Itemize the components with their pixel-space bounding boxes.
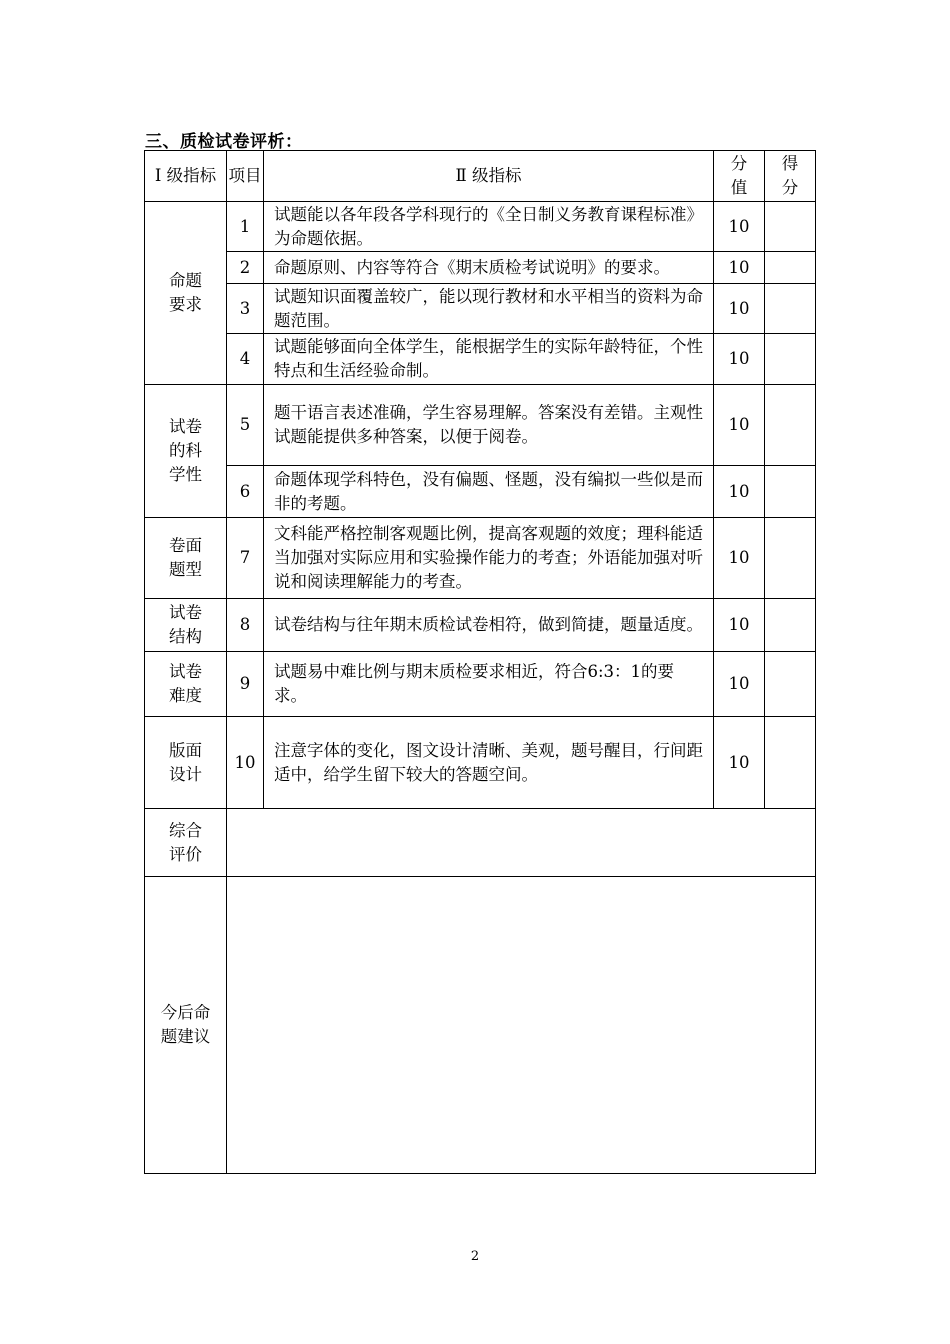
criterion-text: 注意字体的变化，图文设计清晰、美观，题号醒目，行间距适中，给学生留下较大的答题空间。 xyxy=(264,717,714,809)
table-row xyxy=(145,334,816,385)
evaluation-table xyxy=(144,150,816,1174)
item-number: 6 xyxy=(227,466,264,518)
earned-cell[interactable] xyxy=(765,599,816,652)
score-value: 10 xyxy=(714,466,765,518)
criterion-text: 文科能严格控制客观题比例，提高客观题的效度；理科能适当加强对实际应用和实验操作能力的考查；外语能加强对听说和阅读理解能力的考查。 xyxy=(264,518,714,599)
table-row xyxy=(145,717,816,809)
item-number: 9 xyxy=(227,652,264,717)
earned-cell[interactable] xyxy=(765,652,816,717)
criterion-text: 试题知识面覆盖较广，能以现行教材和水平相当的资料为命题范围。 xyxy=(264,284,714,334)
score-value: 10 xyxy=(714,599,765,652)
score-value: 10 xyxy=(714,334,765,385)
item-number: 2 xyxy=(227,252,264,284)
score-value: 10 xyxy=(714,717,765,809)
table-row xyxy=(145,652,816,717)
summary-label: 综合评价 xyxy=(145,809,227,877)
earned-cell[interactable] xyxy=(765,252,816,284)
earned-cell[interactable] xyxy=(765,518,816,599)
header-item: 项目 xyxy=(227,151,264,202)
table-row xyxy=(145,202,816,252)
criterion-text: 命题体现学科特色，没有偏题、怪题，没有编拟一些似是而非的考题。 xyxy=(264,466,714,518)
table-row xyxy=(145,252,816,284)
score-value: 10 xyxy=(714,284,765,334)
header-earned: 得分 xyxy=(765,151,816,202)
level1-label: 版面设计 xyxy=(145,717,227,809)
summary-row xyxy=(145,809,816,877)
suggestion-input-area[interactable] xyxy=(227,877,816,1174)
table-row xyxy=(145,599,816,652)
item-number: 4 xyxy=(227,334,264,385)
item-number: 7 xyxy=(227,518,264,599)
earned-cell[interactable] xyxy=(765,466,816,518)
level1-label: 卷面题型 xyxy=(145,518,227,599)
criterion-text: 试题能够面向全体学生，能根据学生的实际年龄特征，个性特点和生活经验命制。 xyxy=(264,334,714,385)
item-number: 3 xyxy=(227,284,264,334)
earned-cell[interactable] xyxy=(765,334,816,385)
score-value: 10 xyxy=(714,385,765,466)
header-score: 分值 xyxy=(714,151,765,202)
score-value: 10 xyxy=(714,518,765,599)
item-number: 10 xyxy=(227,717,264,809)
score-value: 10 xyxy=(714,252,765,284)
header-row xyxy=(145,151,816,202)
score-value: 10 xyxy=(714,202,765,252)
earned-cell[interactable] xyxy=(765,385,816,466)
criterion-text: 题干语言表述准确，学生容易理解。答案没有差错。主观性试题能提供多种答案，以便于阅卷。 xyxy=(264,385,714,466)
criterion-text: 命题原则、内容等符合《期末质检考试说明》的要求。 xyxy=(264,252,714,284)
item-number: 8 xyxy=(227,599,264,652)
table-row xyxy=(145,284,816,334)
summary-input-area[interactable] xyxy=(227,809,816,877)
earned-cell[interactable] xyxy=(765,284,816,334)
suggestion-label: 今后命题建议 xyxy=(145,877,227,1174)
table-row xyxy=(145,466,816,518)
suggestion-row xyxy=(145,877,816,1174)
criterion-text: 试题能以各年段各学科现行的《全日制义务教育课程标准》为命题依据。 xyxy=(264,202,714,252)
item-number: 5 xyxy=(227,385,264,466)
header-level2: Ⅱ 级指标 xyxy=(264,151,714,202)
score-value: 10 xyxy=(714,652,765,717)
page-number: 2 xyxy=(470,1249,480,1264)
level1-label: 试卷的科学性 xyxy=(145,385,227,518)
item-number: 1 xyxy=(227,202,264,252)
earned-cell[interactable] xyxy=(765,717,816,809)
criterion-text: 试题易中难比例与期末质检要求相近，符合6:3：1的要求。 xyxy=(264,652,714,717)
criterion-text: 试卷结构与往年期末质检试卷相符，做到简捷，题量适度。 xyxy=(264,599,714,652)
header-level1: Ⅰ 级指标 xyxy=(145,151,227,202)
level1-label: 试卷难度 xyxy=(145,652,227,717)
earned-cell[interactable] xyxy=(765,202,816,252)
table-row xyxy=(145,518,816,599)
table-row xyxy=(145,385,816,466)
level1-label: 命题要求 xyxy=(145,202,227,385)
section-heading: 三、质检试卷评析： xyxy=(145,132,303,152)
level1-label: 试卷结构 xyxy=(145,599,227,652)
